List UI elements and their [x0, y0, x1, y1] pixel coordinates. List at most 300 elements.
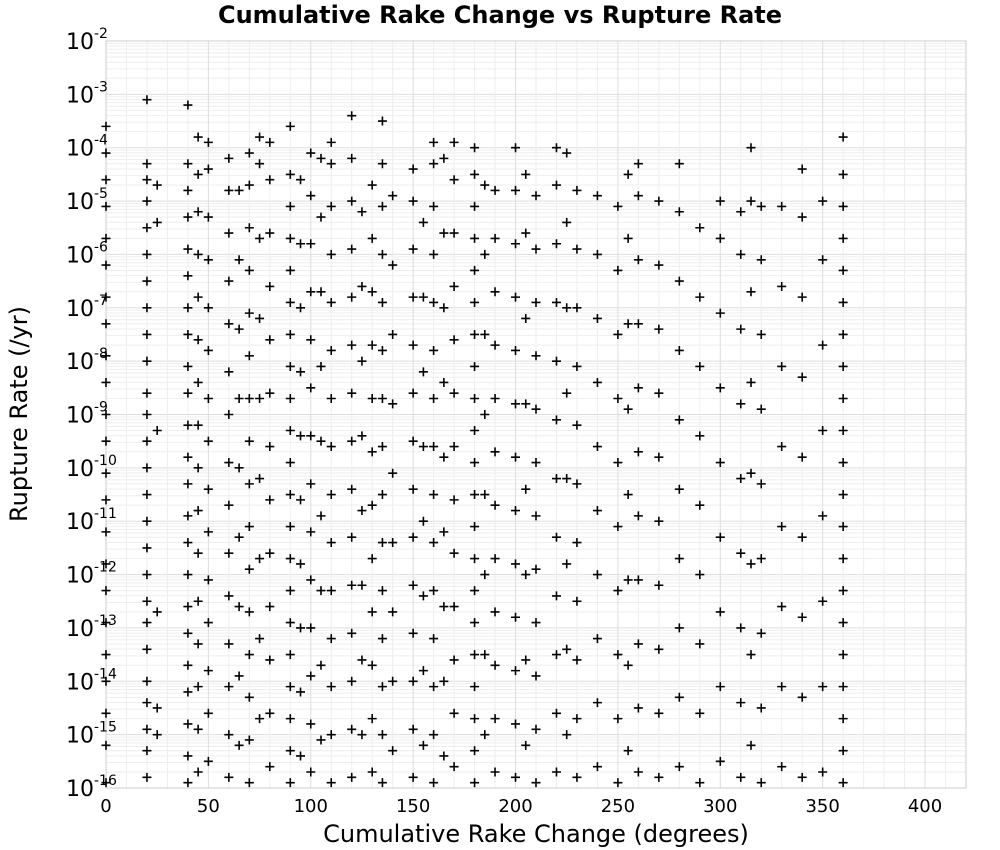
- data-point: [736, 399, 745, 408]
- data-point: [716, 533, 725, 542]
- data-point: [142, 389, 151, 398]
- data-point: [327, 490, 336, 499]
- data-point: [757, 778, 766, 787]
- data-point: [347, 111, 356, 120]
- data-point: [388, 607, 397, 616]
- data-point: [378, 538, 387, 547]
- data-point: [255, 234, 264, 243]
- data-point: [439, 527, 448, 536]
- data-point: [183, 389, 192, 398]
- data-point: [255, 714, 264, 723]
- data-point: [654, 581, 663, 590]
- data-point: [839, 778, 848, 787]
- data-point: [204, 213, 213, 222]
- data-point: [142, 277, 151, 286]
- data-point: [429, 138, 438, 147]
- data-point: [736, 474, 745, 483]
- data-point: [593, 762, 602, 771]
- data-point: [347, 773, 356, 782]
- data-point: [419, 367, 428, 376]
- data-point: [286, 234, 295, 243]
- data-point: [153, 730, 162, 739]
- data-point: [347, 725, 356, 734]
- data-point: [245, 607, 254, 616]
- data-point: [183, 159, 192, 168]
- data-point: [736, 698, 745, 707]
- data-point: [552, 143, 561, 152]
- data-point: [245, 266, 254, 275]
- data-point: [153, 607, 162, 616]
- data-point: [306, 527, 315, 536]
- data-point: [409, 725, 418, 734]
- data-point: [634, 511, 643, 520]
- data-point: [183, 479, 192, 488]
- data-point: [491, 714, 500, 723]
- data-point: [286, 746, 295, 755]
- data-point: [511, 239, 520, 248]
- data-point: [695, 639, 704, 648]
- data-point: [839, 490, 848, 499]
- data-point: [378, 442, 387, 451]
- data-point: [327, 298, 336, 307]
- data-point: [204, 138, 213, 147]
- x-tick-label: 0: [100, 796, 112, 817]
- data-point: [102, 741, 111, 750]
- data-point: [470, 266, 479, 275]
- data-point: [204, 394, 213, 403]
- data-point: [224, 501, 233, 510]
- data-point: [552, 357, 561, 366]
- data-point: [378, 778, 387, 787]
- data-point: [204, 527, 213, 536]
- data-point: [818, 426, 827, 435]
- data-point: [286, 394, 295, 403]
- data-point: [439, 229, 448, 238]
- data-point: [378, 159, 387, 168]
- data-point: [634, 703, 643, 712]
- data-point: [327, 586, 336, 595]
- data-point: [142, 410, 151, 419]
- data-point: [204, 165, 213, 174]
- data-point: [716, 757, 725, 766]
- data-point: [521, 314, 530, 323]
- data-point: [194, 133, 203, 142]
- data-point: [521, 570, 530, 579]
- data-point: [296, 559, 305, 568]
- data-point: [654, 645, 663, 654]
- data-point: [450, 442, 459, 451]
- data-point: [286, 426, 295, 435]
- data-point: [419, 442, 428, 451]
- data-point: [572, 714, 581, 723]
- data-point: [470, 426, 479, 435]
- data-point: [552, 533, 561, 542]
- data-point: [347, 389, 356, 398]
- data-point: [470, 618, 479, 627]
- data-point: [747, 559, 756, 568]
- data-point: [634, 319, 643, 328]
- data-point: [153, 218, 162, 227]
- data-point: [224, 730, 233, 739]
- data-point: [450, 335, 459, 344]
- data-point: [142, 725, 151, 734]
- data-point: [491, 447, 500, 456]
- data-point: [491, 186, 500, 195]
- data-point: [286, 330, 295, 339]
- data-point: [409, 341, 418, 350]
- data-point: [532, 351, 541, 360]
- data-point: [562, 730, 571, 739]
- data-point: [777, 762, 786, 771]
- data-point: [439, 303, 448, 312]
- data-point: [747, 741, 756, 750]
- data-point: [521, 170, 530, 179]
- data-point: [306, 767, 315, 776]
- data-point: [798, 213, 807, 222]
- data-point: [654, 261, 663, 270]
- data-point: [265, 138, 274, 147]
- data-point: [317, 287, 326, 296]
- data-point: [357, 431, 366, 440]
- data-point: [552, 298, 561, 307]
- data-point: [470, 394, 479, 403]
- data-point: [409, 773, 418, 782]
- data-point: [839, 650, 848, 659]
- data-point: [255, 474, 264, 483]
- data-point: [654, 197, 663, 206]
- data-point: [593, 634, 602, 643]
- data-point: [286, 298, 295, 307]
- data-point: [624, 405, 633, 414]
- data-point: [183, 511, 192, 520]
- data-point: [695, 570, 704, 579]
- data-point: [511, 559, 520, 568]
- data-point: [429, 586, 438, 595]
- data-point: [532, 565, 541, 574]
- data-point: [624, 319, 633, 328]
- data-point: [747, 143, 756, 152]
- data-point: [736, 773, 745, 782]
- data-point: [368, 714, 377, 723]
- data-point: [839, 170, 848, 179]
- data-point: [747, 197, 756, 206]
- data-point: [675, 207, 684, 216]
- data-point: [818, 511, 827, 520]
- data-point: [736, 549, 745, 558]
- data-point: [429, 778, 438, 787]
- data-point: [572, 655, 581, 664]
- data-point: [572, 479, 581, 488]
- data-point: [491, 341, 500, 350]
- data-point: [552, 181, 561, 190]
- data-point: [654, 325, 663, 334]
- data-point: [235, 533, 244, 542]
- data-point: [491, 394, 500, 403]
- data-point: [357, 282, 366, 291]
- data-point: [562, 303, 571, 312]
- data-point: [245, 437, 254, 446]
- data-point: [470, 746, 479, 755]
- data-point: [419, 517, 428, 526]
- data-point: [839, 586, 848, 595]
- data-point: [245, 778, 254, 787]
- data-point: [613, 266, 622, 275]
- data-point: [450, 709, 459, 718]
- data-point: [245, 479, 254, 488]
- data-point: [429, 442, 438, 451]
- data-point: [142, 677, 151, 686]
- data-point: [491, 501, 500, 510]
- data-point: [224, 186, 233, 195]
- data-point: [757, 479, 766, 488]
- data-point: [102, 709, 111, 718]
- data-point: [695, 223, 704, 232]
- data-point: [716, 234, 725, 243]
- data-point: [194, 421, 203, 430]
- data-point: [235, 741, 244, 750]
- data-point: [142, 357, 151, 366]
- data-point: [388, 261, 397, 270]
- data-point: [245, 394, 254, 403]
- data-point: [194, 597, 203, 606]
- data-point: [716, 197, 725, 206]
- data-point: [532, 245, 541, 254]
- data-point: [183, 778, 192, 787]
- data-point: [388, 746, 397, 755]
- data-point: [511, 346, 520, 355]
- data-point: [142, 517, 151, 526]
- data-point: [204, 346, 213, 355]
- data-point: [296, 495, 305, 504]
- data-point: [593, 506, 602, 515]
- data-point: [183, 101, 192, 110]
- data-point: [368, 447, 377, 456]
- data-point: [142, 330, 151, 339]
- data-point: [450, 602, 459, 611]
- data-point: [194, 725, 203, 734]
- data-point: [255, 133, 264, 142]
- data-point: [347, 341, 356, 350]
- data-point: [429, 159, 438, 168]
- data-point: [327, 778, 336, 787]
- x-axis-label: Cumulative Rake Change (degrees): [323, 820, 749, 848]
- data-point: [142, 570, 151, 579]
- data-point: [378, 586, 387, 595]
- data-point: [695, 293, 704, 302]
- data-point: [378, 490, 387, 499]
- data-point: [235, 325, 244, 334]
- data-point: [839, 330, 848, 339]
- data-point: [409, 165, 418, 174]
- data-point: [480, 181, 489, 190]
- data-point: [798, 373, 807, 382]
- data-point: [388, 330, 397, 339]
- data-point: [194, 207, 203, 216]
- data-point: [194, 335, 203, 344]
- data-point: [747, 650, 756, 659]
- data-point: [839, 266, 848, 275]
- data-point: [562, 559, 571, 568]
- y-axis-label: Rupture Rate (/yr): [5, 306, 33, 522]
- data-point: [183, 751, 192, 760]
- data-point: [613, 458, 622, 467]
- data-point: [480, 570, 489, 579]
- x-tick-label: 50: [196, 796, 220, 817]
- data-point: [593, 191, 602, 200]
- data-point: [224, 773, 233, 782]
- data-point: [183, 330, 192, 339]
- data-point: [327, 159, 336, 168]
- data-point: [327, 634, 336, 643]
- data-point: [224, 639, 233, 648]
- data-point: [839, 234, 848, 243]
- data-point: [317, 586, 326, 595]
- data-point: [675, 159, 684, 168]
- data-point: [306, 623, 315, 632]
- y-tick-label: $10^{-15}$: [66, 719, 117, 749]
- data-point: [388, 677, 397, 686]
- data-point: [562, 389, 571, 398]
- data-point: [327, 442, 336, 451]
- data-point: [654, 389, 663, 398]
- data-point: [491, 287, 500, 296]
- data-point: [183, 538, 192, 547]
- data-point: [429, 394, 438, 403]
- data-point: [265, 655, 274, 664]
- data-point: [552, 767, 561, 776]
- data-point: [839, 298, 848, 307]
- data-point: [102, 122, 111, 131]
- data-point: [532, 191, 541, 200]
- y-tick-label: $10^{-7}$: [66, 292, 108, 322]
- data-point: [327, 730, 336, 739]
- data-point: [480, 330, 489, 339]
- data-point: [347, 581, 356, 590]
- data-point: [613, 714, 622, 723]
- data-point: [511, 506, 520, 515]
- data-point: [736, 623, 745, 632]
- data-point: [194, 463, 203, 472]
- data-point: [532, 618, 541, 627]
- data-point: [296, 751, 305, 760]
- data-point: [296, 687, 305, 696]
- data-point: [511, 186, 520, 195]
- data-point: [102, 495, 111, 504]
- data-point: [357, 655, 366, 664]
- data-point: [654, 453, 663, 462]
- data-point: [306, 431, 315, 440]
- data-point: [491, 767, 500, 776]
- data-point: [245, 223, 254, 232]
- data-point: [142, 543, 151, 552]
- data-point: [224, 410, 233, 419]
- data-point: [654, 773, 663, 782]
- data-point: [142, 773, 151, 782]
- data-point: [439, 453, 448, 462]
- data-point: [142, 645, 151, 654]
- data-point: [368, 181, 377, 190]
- data-point: [798, 533, 807, 542]
- data-point: [224, 154, 233, 163]
- data-point: [255, 159, 264, 168]
- data-point: [142, 463, 151, 472]
- data-point: [613, 586, 622, 595]
- data-point: [634, 159, 643, 168]
- data-point: [613, 778, 622, 787]
- data-point: [409, 533, 418, 542]
- data-point: [552, 709, 561, 718]
- data-point: [357, 357, 366, 366]
- data-point: [798, 773, 807, 782]
- data-point: [194, 378, 203, 387]
- data-point: [511, 293, 520, 302]
- data-point: [265, 602, 274, 611]
- data-point: [521, 741, 530, 750]
- data-point: [532, 405, 541, 414]
- data-point: [378, 117, 387, 126]
- data-point: [470, 458, 479, 467]
- data-point: [235, 394, 244, 403]
- data-point: [470, 234, 479, 243]
- chart-title: Cumulative Rake Change vs Rupture Rate: [217, 1, 783, 29]
- y-tick-label: $10^{-10}$: [66, 452, 117, 482]
- data-point: [368, 287, 377, 296]
- data-point: [572, 597, 581, 606]
- data-point: [634, 383, 643, 392]
- data-point: [306, 671, 315, 680]
- data-point: [235, 602, 244, 611]
- data-point: [511, 453, 520, 462]
- x-tick-label: 150: [395, 796, 431, 817]
- data-point: [409, 677, 418, 686]
- data-point: [368, 767, 377, 776]
- data-point: [491, 554, 500, 563]
- data-point: [839, 618, 848, 627]
- data-point: [675, 346, 684, 355]
- data-point: [429, 490, 438, 499]
- data-point: [470, 714, 479, 723]
- data-point: [306, 287, 315, 296]
- data-point: [572, 303, 581, 312]
- data-point: [521, 485, 530, 494]
- data-point: [675, 623, 684, 632]
- data-point: [388, 399, 397, 408]
- data-point: [204, 303, 213, 312]
- data-point: [327, 538, 336, 547]
- data-point: [183, 719, 192, 728]
- y-tick-label: $10^{-3}$: [66, 79, 108, 109]
- data-point: [818, 767, 827, 776]
- data-point: [480, 250, 489, 259]
- data-point: [532, 671, 541, 680]
- data-point: [572, 538, 581, 547]
- data-point: [153, 426, 162, 435]
- data-point: [419, 666, 428, 675]
- data-point: [306, 383, 315, 392]
- data-point: [255, 394, 264, 403]
- data-point: [286, 650, 295, 659]
- data-point: [419, 741, 428, 750]
- data-point: [265, 442, 274, 451]
- data-point: [306, 719, 315, 728]
- data-point: [593, 442, 602, 451]
- data-point: [378, 346, 387, 355]
- data-point: [286, 714, 295, 723]
- data-point: [357, 506, 366, 515]
- data-point: [450, 762, 459, 771]
- data-point: [480, 730, 489, 739]
- data-point: [777, 282, 786, 291]
